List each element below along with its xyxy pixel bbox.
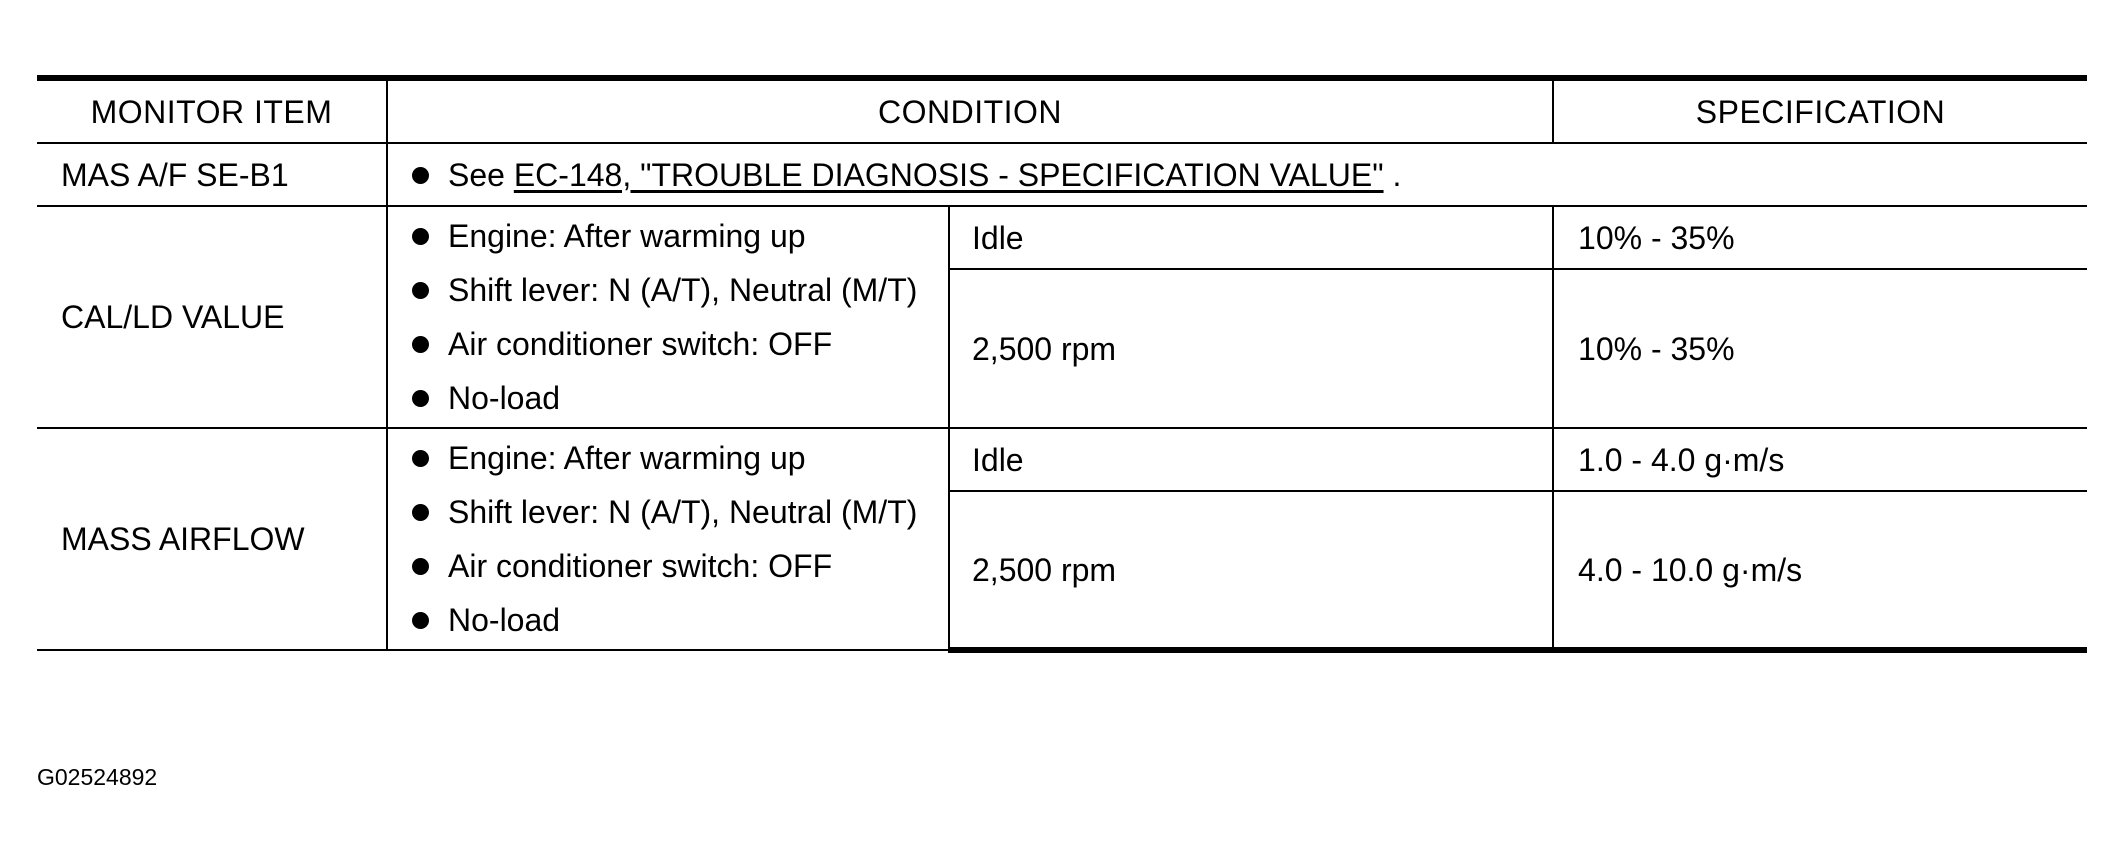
list-item <box>412 491 928 533</box>
list-item <box>412 599 928 641</box>
condition-text: Shift lever: N (A/T), Neutral (M/T) <box>448 494 918 530</box>
header-monitor-item: MONITOR ITEM <box>37 78 387 143</box>
bullet-icon <box>412 282 429 299</box>
reference-cell <box>387 143 2087 206</box>
specification-cell: 1.0 - 4.0 g·m/s <box>1553 428 2087 491</box>
condition-text: Shift lever: N (A/T), Neutral (M/T) <box>448 272 918 308</box>
list-item <box>412 437 928 479</box>
engine-speed-cell: Idle <box>949 206 1553 269</box>
bullet-icon <box>412 390 429 407</box>
bullet-icon <box>412 450 429 467</box>
engine-speed-cell: Idle <box>949 428 1553 491</box>
monitor-item-cell: MAS A/F SE-B1 <box>37 143 387 206</box>
specification-table <box>37 75 2087 653</box>
specification-cell: 10% - 35% <box>1553 269 2087 428</box>
table-row-mas-af <box>37 143 2087 206</box>
specification-cell: 10% - 35% <box>1553 206 2087 269</box>
condition-text: Air conditioner switch: OFF <box>448 548 833 584</box>
list-item <box>412 323 928 365</box>
engine-speed-cell: 2,500 rpm <box>949 491 1553 650</box>
condition-cell <box>387 206 949 428</box>
bullet-icon <box>412 558 429 575</box>
condition-text: No-load <box>448 602 561 638</box>
condition-cell <box>387 428 949 650</box>
figure-id: G02524892 <box>37 764 158 790</box>
bullet-icon <box>412 504 429 521</box>
reference-link[interactable]: EC-148, "TROUBLE DIAGNOSIS - SPECIFICATION VALUE" <box>513 156 1384 193</box>
table-row-cal-ld-idle <box>37 206 2087 269</box>
list-item <box>412 154 2087 196</box>
list-item <box>412 377 928 419</box>
bullet-icon <box>412 228 429 245</box>
condition-text: Engine: After warming up <box>448 440 806 476</box>
condition-list <box>412 215 928 419</box>
reference-prefix: See <box>448 156 514 193</box>
specification-cell: 4.0 - 10.0 g·m/s <box>1553 491 2087 650</box>
bullet-icon <box>412 336 429 353</box>
condition-list <box>412 437 928 641</box>
header-row <box>37 78 2087 143</box>
header-condition: CONDITION <box>387 78 1553 143</box>
monitor-item-cell: CAL/LD VALUE <box>37 206 387 428</box>
condition-text: No-load <box>448 380 561 416</box>
reference-list <box>412 154 2087 196</box>
condition-text: Engine: After warming up <box>448 218 806 254</box>
reference-suffix: . <box>1383 156 1402 193</box>
list-item <box>412 545 928 587</box>
bullet-icon <box>412 612 429 629</box>
monitor-item-cell: MASS AIRFLOW <box>37 428 387 650</box>
header-specification: SPECIFICATION <box>1553 78 2087 143</box>
list-item <box>412 215 928 257</box>
bullet-icon <box>412 167 429 184</box>
list-item <box>412 269 928 311</box>
table-row-mass-airflow-idle <box>37 428 2087 491</box>
engine-speed-cell: 2,500 rpm <box>949 269 1553 428</box>
condition-text: Air conditioner switch: OFF <box>448 326 833 362</box>
